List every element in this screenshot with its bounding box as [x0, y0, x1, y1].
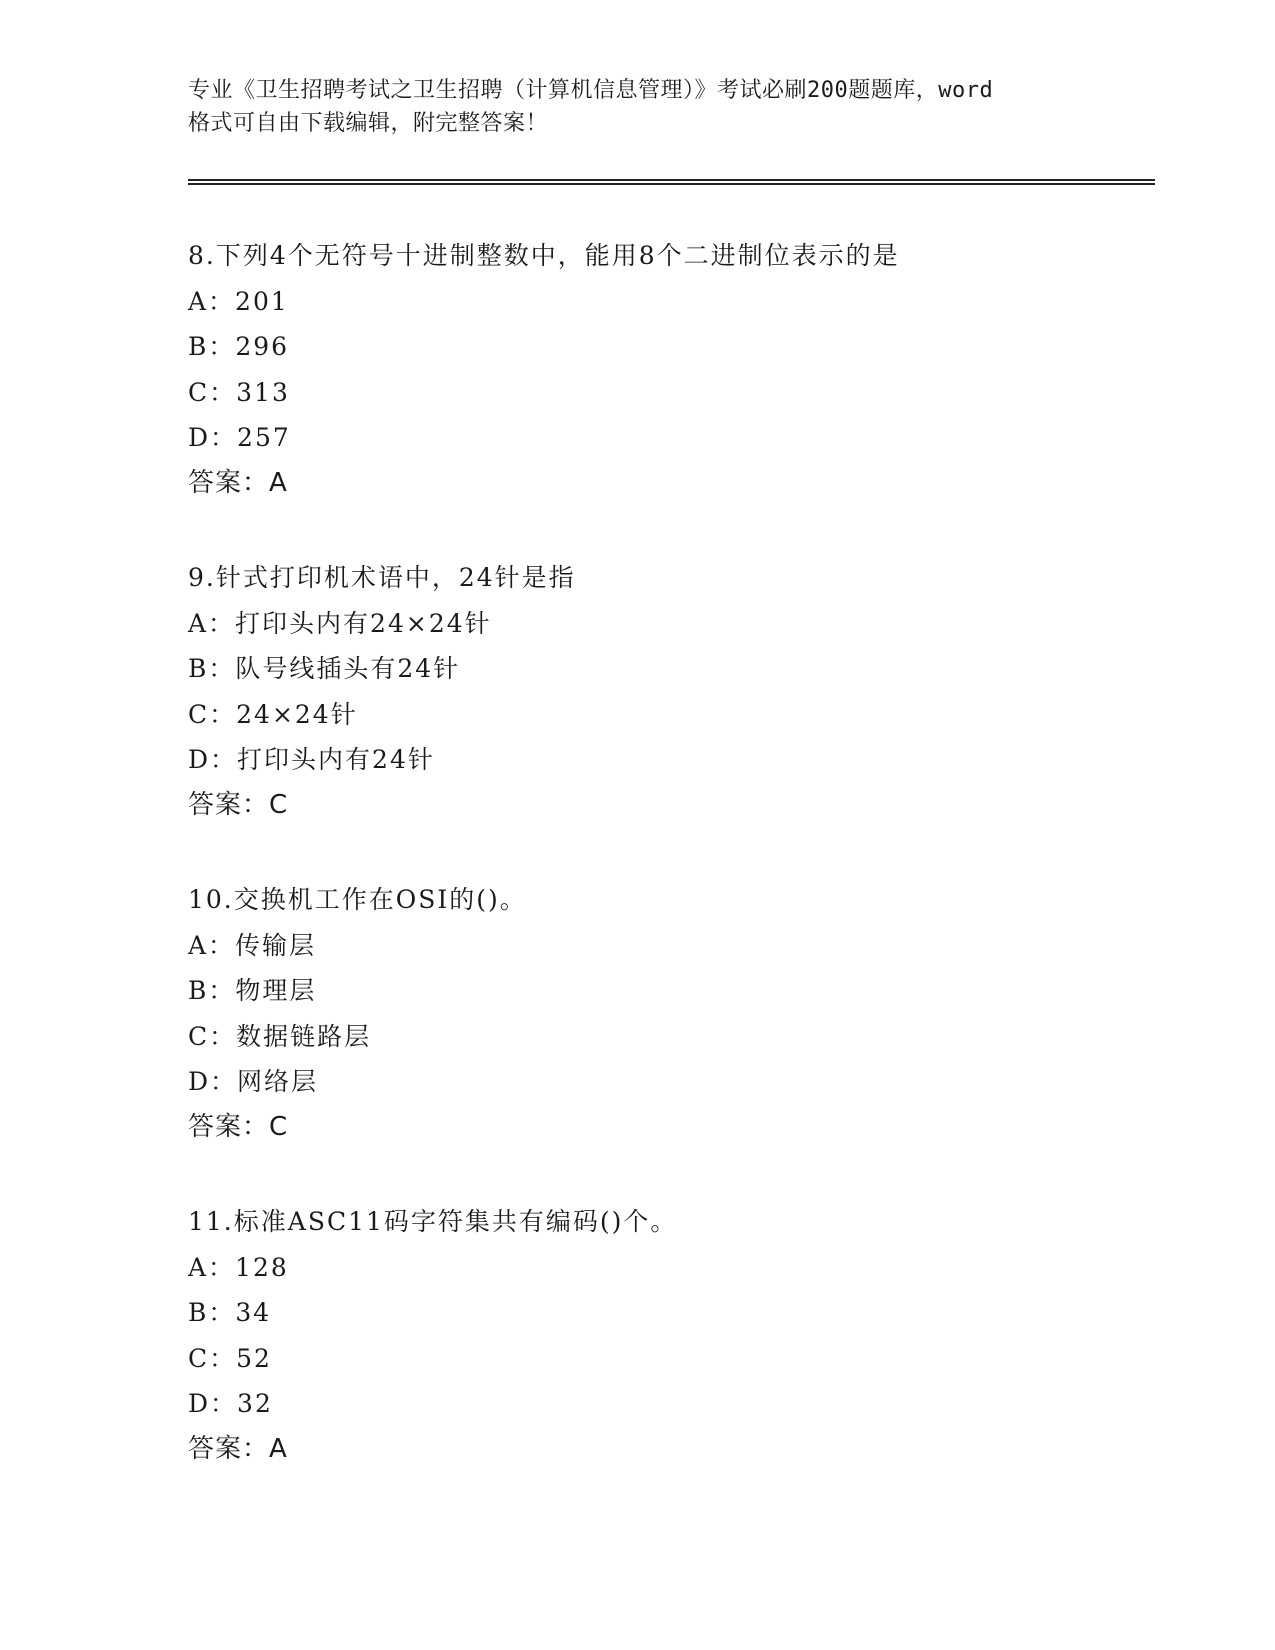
option-d: D：32 [188, 1389, 273, 1418]
option-b: B：物理层 [188, 976, 317, 1005]
header-title-line-1: 专业《卫生招聘考试之卫生招聘（计算机信息管理）》考试必刷200题题库，word [188, 78, 994, 103]
answer: 答案：C [188, 789, 289, 820]
answer: 答案：A [188, 1433, 288, 1464]
question-10 [188, 877, 1155, 1150]
answer: 答案：C [188, 1111, 289, 1142]
question-stem: 11.标准ASC11码字符集共有编码()个。 [188, 1207, 678, 1236]
option-b: B：队号线插头有24针 [188, 654, 461, 683]
option-d: D：257 [188, 423, 291, 452]
option-b: B：296 [188, 332, 290, 361]
question-stem: 9.针式打印机术语中，24针是指 [188, 563, 576, 592]
option-d: D：网络层 [188, 1067, 319, 1096]
option-a: A：201 [188, 286, 289, 316]
question-11 [188, 1199, 1155, 1472]
option-a: A：传输层 [188, 930, 317, 960]
option-c: C：数据链路层 [188, 1021, 372, 1051]
option-b: B：34 [188, 1298, 272, 1327]
header-title-line-2: 格式可自由下载编辑，附完整答案！ [188, 111, 549, 136]
question-stem: 8.下列4个无符号十进制整数中，能用8个二进制位表示的是 [188, 241, 900, 270]
option-a: A：128 [188, 1252, 289, 1282]
question-list [188, 233, 1155, 1521]
question-8 [188, 233, 1155, 506]
question-9 [188, 555, 1155, 828]
document-header [188, 74, 1088, 140]
option-c: C：313 [188, 377, 290, 407]
question-stem: 10.交换机工作在OSI的()。 [188, 885, 527, 914]
option-c: C：52 [188, 1343, 272, 1373]
option-d: D：打印头内有24针 [188, 745, 435, 774]
option-a: A：打印头内有24×24针 [188, 608, 492, 638]
answer: 答案：A [188, 467, 288, 498]
option-c: C：24×24针 [188, 699, 358, 729]
header-divider [188, 179, 1155, 185]
